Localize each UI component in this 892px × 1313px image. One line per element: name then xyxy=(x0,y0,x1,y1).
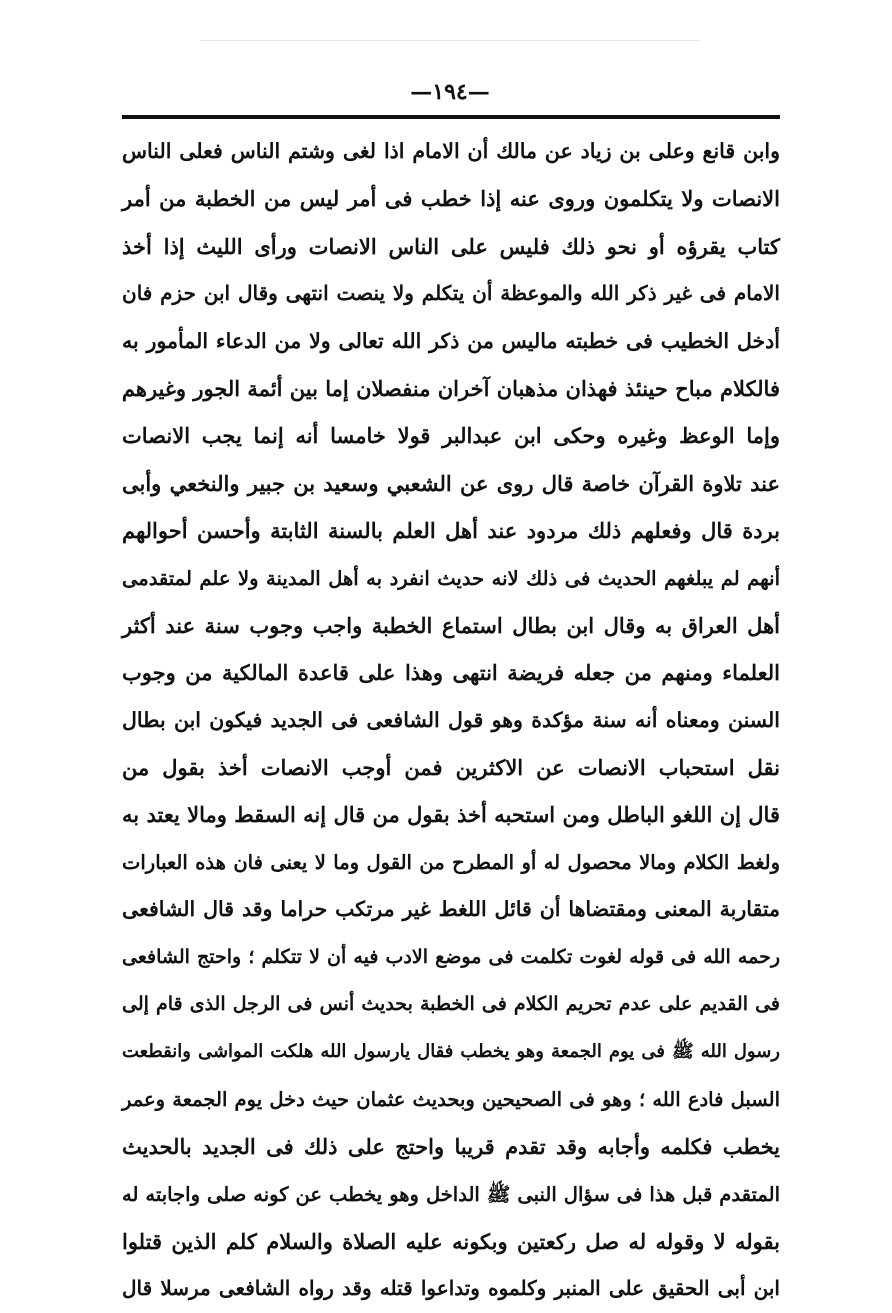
text-line: السنن ومعناه أنه سنة مؤكدة وهو قول الشافعى فى الجديد فيكون ابن بطال xyxy=(122,707,780,732)
text-line: أهل العراق به وقال ابن بطال استماع الخطبة واجب وجوب سنة عند أكثر xyxy=(122,612,780,638)
text-line: أنهم لم يبلغهم الحديث فى ذلك لانه حديث انفرد به أهل المدينة ولا علم لمتقدمى xyxy=(122,566,780,590)
text-line: وإما الوعظ وغيره وحكى ابن عبدالبر قولا خامسا أنه إنما يجب الانصات xyxy=(122,423,780,449)
text-line: فالكلام مباح حينئذ فهذان مذهبان آخران منفصلان إما بين أئمة الجور وغيرهم xyxy=(121,375,780,401)
text-line: ابن أبى الحقيق على المنبر وكلموه وتداعوا قتله وقد رواه الشافعى مرسلا قال xyxy=(122,1276,780,1301)
text-line: رسول الله ﷺ فى يوم الجمعة وهو يخطب فقال يارسول الله هلكت المواشى وانقطعت xyxy=(122,1041,780,1063)
text-line: المتقدم قبل هذا فى سؤال النبى ﷺ الداخل وهو يخطب عن كونه صلى واجابته له xyxy=(122,1182,780,1206)
text-line: ولغط الكلام ومالا محصول له أو المطرح من القول وما لا يعنى فان هذه العبارات xyxy=(122,850,780,874)
header-rule xyxy=(122,115,780,119)
text-line: بردة قال وفعلهم ذلك مردود عند أهل العلم بالسنة الثابتة وأحسن أحوالهم xyxy=(122,518,780,544)
text-line: نقل استحباب الانصات عن الاكثرين فمن أوجب الانصات أخذ بقول من xyxy=(122,755,780,781)
text-line: بقوله لا وقوله له صل ركعتين وبكونه عليه الصلاة والسلام كلم الذين قتلوا xyxy=(122,1228,780,1254)
text-line: عند تلاوة القرآن خاصة قال روى عن الشعبي وسعيد بن جبير والنخعي وأبى xyxy=(122,470,780,496)
text-line: أدخل الخطيب فى خطبته ماليس من ذكر الله تعالى ولا من الدعاء المأمور به xyxy=(122,328,780,353)
text-line: يخطب فكلمه وأجابه وقد تقدم قريبا واحتج على ذلك فى الجديد بالحديث xyxy=(122,1134,780,1160)
text-line: العلماء ومنهم من جعله فريضة انتهى وهذا على قاعدة المالكية من وجوب xyxy=(122,660,780,686)
text-line: متقاربة المعنى ومقتضاها أن قائل اللغط غير مرتكب حراما وقد قال الشافعى xyxy=(122,897,780,922)
text-line: كتاب يقرؤه أو نحو ذلك فليس على الناس الانصات ورأى الليث إذا أخذ xyxy=(122,233,780,259)
body-text xyxy=(121,128,780,1301)
page-header xyxy=(120,72,780,112)
text-line: فى القديم على عدم تحريم الكلام فى الخطبة بحديث أنس فى الرجل الذى قام إلى xyxy=(122,993,780,1016)
text-line: وابن قانع وعلى بن زياد عن مالك أن الامام اذا لغى وشتم الناس فعلى الناس xyxy=(122,139,780,163)
text-line: الانصات ولا يتكلمون وروى عنه إذا خطب فى أمر ليس من الخطبة من أمر xyxy=(122,186,780,212)
text-line: قال إن اللغو الباطل ومن استحبه أخذ بقول من قال إنه السقط ومالا يعتد به xyxy=(122,802,780,828)
scan-artifact-line xyxy=(200,40,700,41)
text-line: السبل فادع الله ؛ وهو فى الصحيحين وبحديث عثمان حيث دخل يوم الجمعة وعمر xyxy=(122,1087,780,1111)
text-line: الامام فى غير ذكر الله والموعظة أن يتكلم ولا ينصت انتهى وقال ابن حزم فان xyxy=(122,281,780,306)
page-number: —١٩٤— xyxy=(410,79,490,105)
text-line: رحمه الله فى قوله لغوت تكلمت فى موضع الادب فيه أن لا تتكلم ؛ واحتج الشافعى xyxy=(122,945,780,968)
